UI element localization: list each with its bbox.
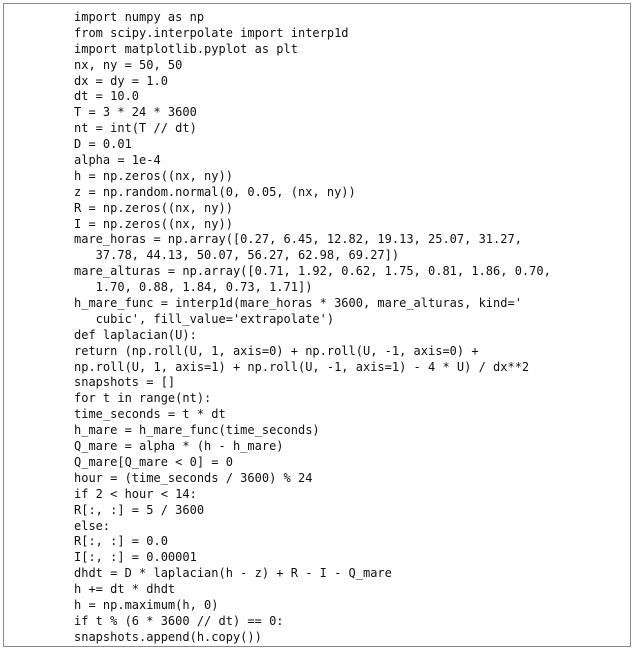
code-line: dt = 10.0	[74, 89, 140, 104]
code-line: D = 0.01	[74, 137, 132, 152]
code-line: R[:, :] = 0.0	[74, 534, 168, 549]
code-line: R[:, :] = 5 / 3600	[74, 502, 205, 517]
code-line: dx = dy = 1.0	[74, 73, 168, 88]
code-line: if t % (6 * 3600 // dt) == 0:	[74, 613, 284, 628]
code-line: R = np.zeros((nx, ny))	[74, 200, 233, 215]
code-line: nt = int(T // dt)	[74, 121, 197, 136]
code-line: from scipy.interpolate import interp1d	[74, 25, 349, 40]
code-line: z = np.random.normal(0, 0.05, (nx, ny))	[74, 184, 356, 199]
code-line: mare_horas = np.array([0.27, 6.45, 12.82, 19.13, 25.07, 31.27,	[74, 232, 522, 247]
code-line: else:	[74, 518, 111, 533]
code-line: h += dt * dhdt	[74, 582, 176, 597]
code-line: Q_mare[Q_mare < 0] = 0	[74, 454, 233, 469]
code-line: I[:, :] = 0.00001	[74, 550, 197, 565]
code-line: alpha = 1e-4	[74, 153, 161, 168]
code-line: h = np.maximum(h, 0)	[74, 597, 219, 612]
code-line: cubic', fill_value='extrapolate')	[74, 311, 335, 326]
code-line: mare_alturas = np.array([0.71, 1.92, 0.62, 1.75, 0.81, 1.86, 0.70,	[74, 264, 551, 279]
code-line: snapshots.append(h.copy())	[74, 629, 262, 644]
code-listing-frame	[3, 3, 631, 647]
code-line: np.roll(U, 1, axis=1) + np.roll(U, -1, axis=1) - 4 * U) / dx**2	[74, 359, 530, 374]
code-line: nx, ny = 50, 50	[74, 57, 183, 72]
code-line: h_mare_func = interp1d(mare_horas * 3600, mare_alturas, kind='	[74, 296, 522, 311]
code-line: hour = (time_seconds / 3600) % 24	[74, 470, 313, 485]
code-line: for t in range(nt):	[74, 391, 212, 406]
code-line: import numpy as np	[74, 10, 205, 24]
code-line: h = np.zeros((nx, ny))	[74, 168, 233, 183]
code-line: time_seconds = t * dt	[74, 407, 226, 422]
code-line: snapshots = []	[74, 375, 176, 390]
code-line: import matplotlib.pyplot as plt	[74, 41, 298, 56]
code-line: 37.78, 44.13, 50.07, 56.27, 62.98, 69.27])	[74, 248, 400, 263]
code-line: dhdt = D * laplacian(h - z) + R - I - Q_mare	[74, 566, 392, 581]
code-line: T = 3 * 24 * 3600	[74, 105, 197, 120]
code-line: I = np.zeros((nx, ny))	[74, 216, 233, 231]
code-line: h_mare = h_mare_func(time_seconds)	[74, 423, 320, 438]
code-line: if 2 < hour < 14:	[74, 486, 197, 501]
code-line: return (np.roll(U, 1, axis=0) + np.roll(U, -1, axis=0) +	[74, 343, 479, 358]
code-line: 1.70, 0.88, 1.84, 0.73, 1.71])	[74, 280, 313, 295]
code-line: def laplacian(U):	[74, 327, 197, 342]
code-line: Q_mare = alpha * (h - h_mare)	[74, 439, 284, 454]
code-block	[74, 10, 551, 646]
